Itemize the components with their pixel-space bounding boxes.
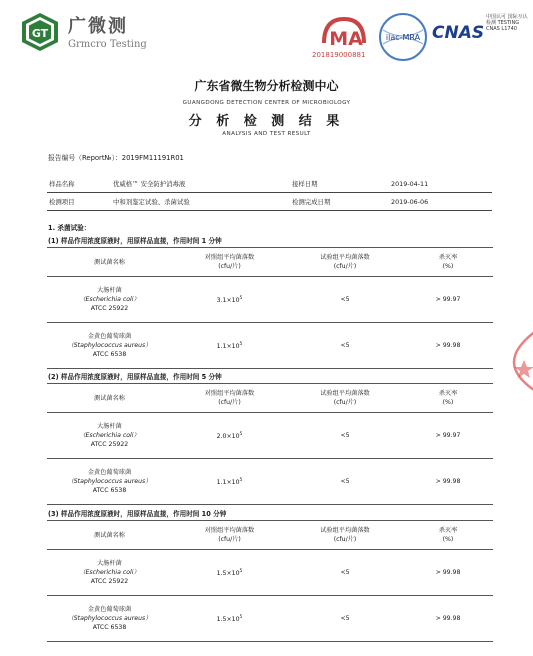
report-number-label: 报告编号（Report№）： — [48, 154, 122, 162]
kill-rate: > 99.97 — [403, 277, 493, 323]
finish-date-label: 检测完成日期 — [290, 193, 389, 211]
test-count: <5 — [287, 459, 403, 505]
header-rate: 杀灭率 (%) — [403, 384, 493, 413]
kill-rate: > 99.97 — [403, 413, 493, 459]
header-test: 试验组平均菌落数 (cfu/片) — [287, 248, 403, 277]
header-strain: 测试菌名称 — [47, 384, 172, 413]
test-count: <5 — [287, 413, 403, 459]
header-strain: 测试菌名称 — [47, 521, 172, 550]
control-count: $1.1\times 10^5$ — [172, 459, 287, 505]
ilac-mra-icon — [377, 12, 429, 62]
result-title-en: ANALYSIS AND TEST RESULT — [222, 131, 311, 137]
table-row — [47, 323, 493, 369]
strain-cell: 金黄色葡萄球菌 （Staphylococcus aureus） ATCC 6538 — [47, 323, 172, 369]
kill-rate: > 99.98 — [403, 550, 493, 596]
cma-number: 201819000881 — [312, 51, 366, 59]
red-stamp-icon — [510, 326, 533, 396]
kill-rate: > 99.98 — [403, 596, 493, 642]
strain-cell: 金黄色葡萄球菌 （Staphylococcus aureus） ATCC 6538 — [47, 596, 172, 642]
cnas-subtext: 中国认可 国际互认 检测 TESTING CNAS L1740 — [486, 14, 528, 33]
header-control: 对照组平均菌落数 (cfu/片) — [172, 384, 287, 413]
section-title: 1. 杀菌试验： — [48, 224, 91, 232]
control-count: $1.5\times 10^5$ — [172, 596, 287, 642]
sub-section-heading: (3) 样品作用浓度原液时，用原样品直接，作用时间 10 分钟 — [48, 510, 227, 518]
control-count: $2.0\times 10^5$ — [172, 413, 287, 459]
strain-cell: 大肠杆菌 （Escherichia coli） ATCC 25922 — [47, 277, 172, 323]
test-item-label: 检测项目 — [47, 193, 111, 211]
sub-section-heading: (1) 样品作用浓度原液时，用原样品直接，作用时间 1 分钟 — [48, 237, 222, 245]
header-test: 试验组平均菌落数 (cfu/片) — [287, 521, 403, 550]
sample-name-value: 优威格™ 安全防护消毒液 — [111, 175, 290, 193]
table-row — [47, 459, 493, 505]
control-count: $1.5\times 10^5$ — [172, 550, 287, 596]
table-row — [47, 550, 493, 596]
table-row — [47, 277, 493, 323]
control-count: $3.1\times 10^5$ — [172, 277, 287, 323]
sample-info-table — [47, 175, 492, 211]
table-header-row — [47, 248, 493, 277]
table-row — [47, 596, 493, 642]
header-control: 对照组平均菌落数 (cfu/片) — [172, 248, 287, 277]
logo-mark: GT — [31, 27, 49, 40]
test-count: <5 — [287, 550, 403, 596]
logo-chinese-name: 广微测 — [68, 16, 128, 37]
strain-cell: 大肠杆菌 （Escherichia coli） ATCC 25922 — [47, 413, 172, 459]
receive-date-label: 接样日期 — [290, 175, 389, 193]
cma-label: MA — [329, 28, 363, 50]
table-header-row — [47, 521, 493, 550]
table-header-row — [47, 384, 493, 413]
center-title: 广东省微生物分析检测中心 — [194, 79, 339, 93]
ilac-label: ilac-MRA — [385, 33, 421, 42]
gt-logo-icon — [21, 12, 59, 52]
test-item-value: 中和剂鉴定试验、杀菌试验 — [111, 193, 290, 211]
finish-date-value: 2019-06-06 — [389, 193, 492, 211]
center-title-en: GUANGDONG DETECTION CENTER OF MICROBIOLOGY — [182, 100, 351, 106]
logo-english-name: Grmcro Testing — [68, 39, 147, 50]
strain-cell: 大肠杆菌 （Escherichia coli） ATCC 25922 — [47, 550, 172, 596]
report-number — [48, 152, 184, 162]
strain-cell: 金黄色葡萄球菌 （Staphylococcus aureus） ATCC 6538 — [47, 459, 172, 505]
cnas-logo: CNAS — [432, 23, 485, 43]
header-control: 对照组平均菌落数 (cfu/片) — [172, 521, 287, 550]
test-count: <5 — [287, 323, 403, 369]
control-count: $1.1\times 10^5$ — [172, 323, 287, 369]
kill-rate: > 99.98 — [403, 459, 493, 505]
result-table — [47, 247, 493, 369]
table-row — [47, 413, 493, 459]
result-title: 分 析 检 测 结 果 — [188, 114, 345, 129]
test-count: <5 — [287, 277, 403, 323]
sub-section-heading: (2) 样品作用浓度原液时，用原样品直接，作用时间 5 分钟 — [48, 373, 222, 381]
header-rate: 杀灭率 (%) — [403, 521, 493, 550]
result-table — [47, 520, 493, 642]
header-rate: 杀灭率 (%) — [403, 248, 493, 277]
header-test: 试验组平均菌落数 (cfu/片) — [287, 384, 403, 413]
result-table — [47, 383, 493, 505]
test-count: <5 — [287, 596, 403, 642]
sample-name-label: 样品名称 — [47, 175, 111, 193]
kill-rate: > 99.98 — [403, 323, 493, 369]
report-number-value: 2019FM11191R01 — [121, 154, 184, 162]
receive-date-value: 2019-04-11 — [389, 175, 492, 193]
header-strain: 测试菌名称 — [47, 248, 172, 277]
